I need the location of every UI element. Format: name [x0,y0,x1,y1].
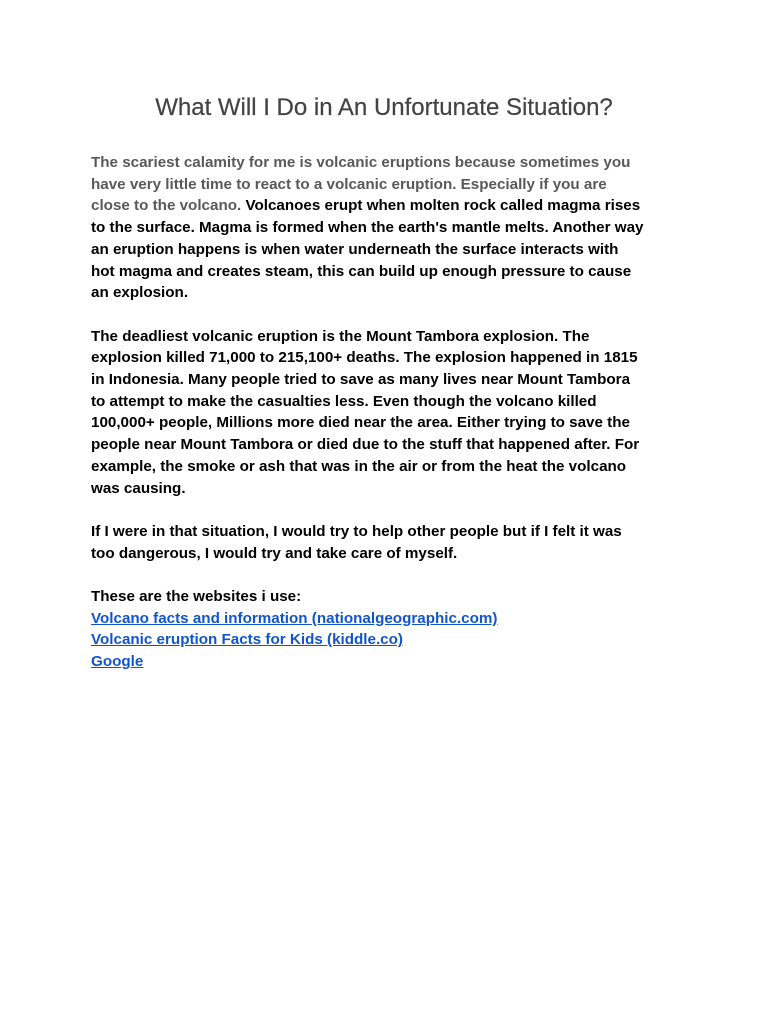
link-google[interactable]: Google [91,653,144,671]
paragraph-situation [91,521,691,564]
intro-line-1: The scariest calamity for me is volcanic eruptions because sometimes you [91,154,631,171]
tambora-line-7: example, the smoke or ash that was in the air or from the heat the volcano [91,457,627,475]
situation-line-2: too dangerous, I would try and take care of myself. [91,544,458,562]
tambora-line-5: 100,000+ people, Millions more died near the area. Either trying to save the [91,414,630,432]
sources-heading: These are the websites i use: [91,588,302,606]
tambora-line-3: in Indonesia. Many people tried to save as many lives near Mount Tambora [91,371,631,389]
tambora-line-1: The deadliest volcanic eruption is the Mount Tambora explosion. The [91,327,590,345]
link-kiddle[interactable]: Volcanic eruption Facts for Kids (kiddle.co) [91,631,403,649]
page-title: What Will I Do in An Unfortunate Situation? [155,94,613,121]
paragraph-spacer [91,304,691,326]
intro-line-2: have very little time to react to a volcanic eruption. Especially if you are [91,175,607,193]
paragraph-intro [91,152,691,304]
tambora-line-4: to attempt to make the casualties less. Even though the volcano killed [91,392,597,410]
tambora-line-6: people near Mount Tambora or died due to the stuff that happened after. For [91,436,640,454]
intro-line-6: hot magma and creates steam, this can build up enough pressure to cause [91,262,632,280]
document-body [91,152,691,673]
intro-line-3-black: Volcanoes erupt when molten rock called magma rises [241,197,641,215]
paragraph-spacer [91,499,691,521]
link-nationalgeographic[interactable]: Volcano facts and information (nationalgeographic.com) [91,609,498,627]
intro-line-5: an eruption happens is when water underneath the surface interacts with [91,240,619,258]
paragraph-tambora [91,326,691,500]
tambora-line-8: was causing. [91,479,186,497]
intro-line-7: an explosion. [91,284,189,302]
intro-line-3-gray: close to the volcano. [91,197,242,215]
intro-line-4: to the surface. Magma is formed when the earth's mantle melts. Another way [91,219,644,237]
paragraph-spacer [91,564,691,586]
sources-list [91,608,691,673]
situation-line-1: If I were in that situation, I would try to help other people but if I felt it was [91,522,622,540]
tambora-line-2: explosion killed 71,000 to 215,100+ deaths. The explosion happened in 1815 [91,349,638,367]
